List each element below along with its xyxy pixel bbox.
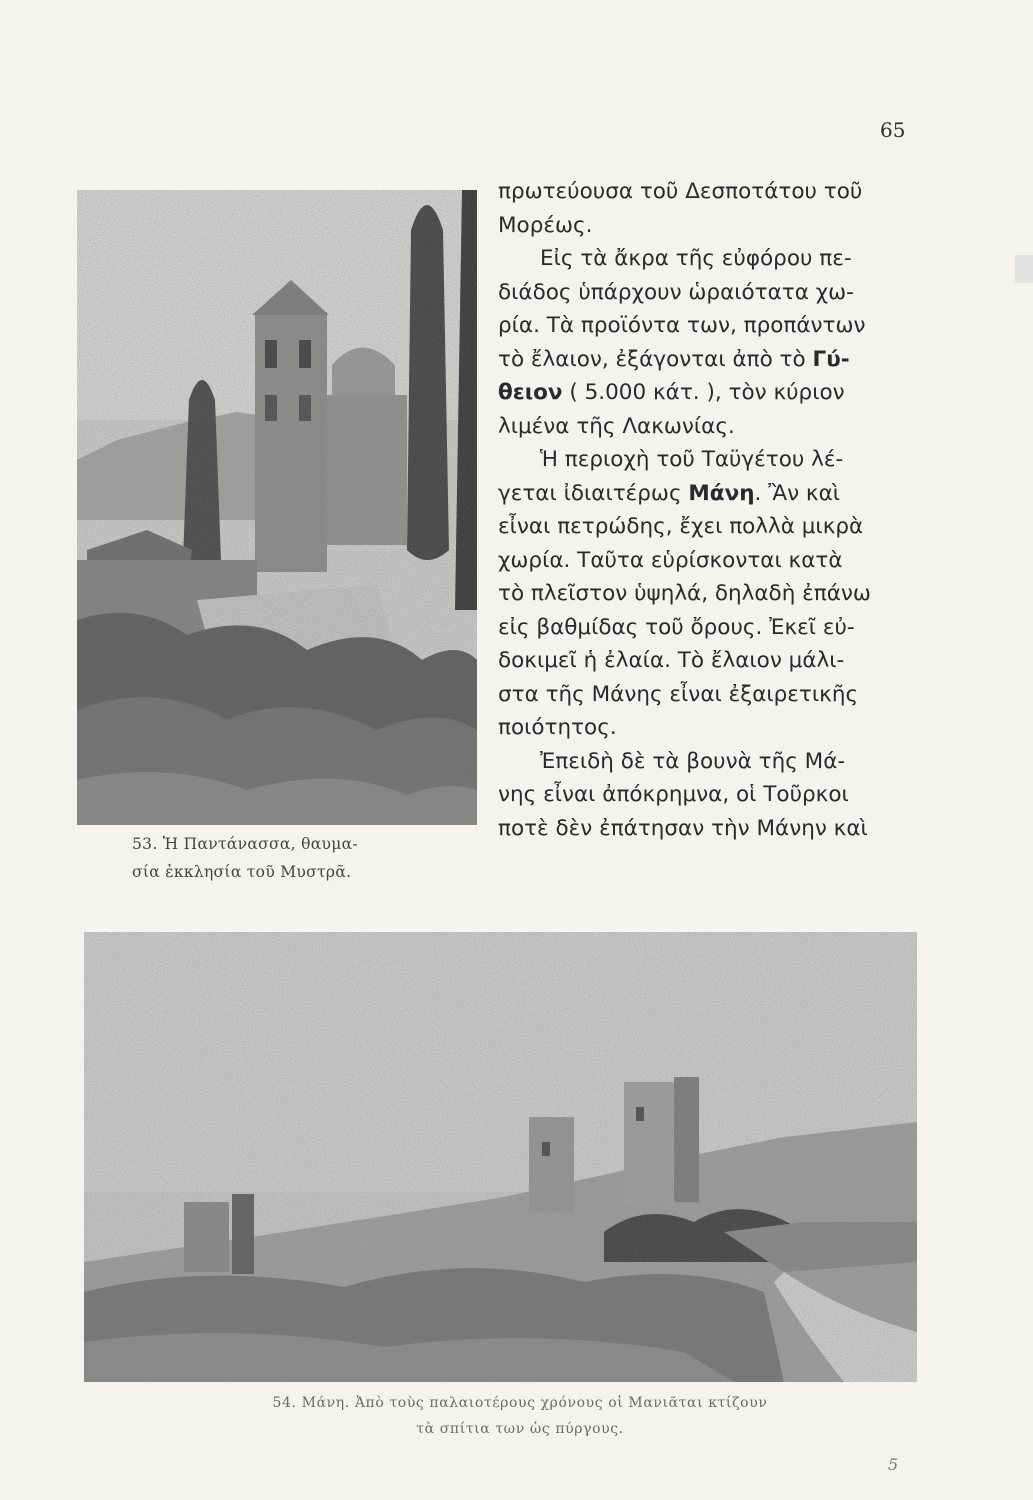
text-line: χωρία. Ταῦτα εὑρίσκονται κατὰ	[498, 547, 843, 573]
photo-pantanassa-church	[77, 190, 477, 825]
text-line: θειον ( 5.000 κάτ. ), τὸν κύριον	[498, 380, 845, 405]
signature-number: 5	[888, 1455, 899, 1474]
text-line: τὸ ἔλαιον, ἐξάγονται ἀπὸ τὸ Γύ-	[498, 346, 850, 372]
text-line: δοκιμεῖ ἡ ἐλαία. Τὸ ἔλαιον μάλι-	[498, 648, 845, 673]
text-line: Εἰς τὰ ἄκρα τῆς εὐφόρου πε-	[540, 246, 852, 271]
caption-line: τὰ σπίτια των ὡς πύργους.	[416, 1421, 624, 1437]
text-line: Μορέως.	[498, 212, 593, 238]
text-line: ποτὲ δὲν ἐπάτησαν τὴν Μάνην καὶ	[498, 815, 868, 841]
text-line: νης εἶναι ἀπόκρημνα, οἱ Τοῦρκοι	[498, 782, 849, 807]
text-line: ρία. Τὰ προϊόντα των, προπάντων	[498, 313, 866, 338]
text-line: ποιότητος.	[498, 715, 617, 740]
text-line: διάδος ὑπάρχουν ὡραιότατα χω-	[498, 279, 854, 305]
text-line: εἶναι πετρώδης, ἔχει πολλὰ μικρὰ	[498, 514, 864, 539]
body-text	[498, 175, 938, 845]
place-name-mani: Μάνη	[688, 480, 755, 506]
text-line: γεται ἰδιαιτέρως Μάνη. Ἂν καὶ	[498, 480, 841, 506]
caption-line: 53. Ἡ Παντάνασσα, θαυμα-	[132, 835, 358, 853]
page-number: 65	[880, 118, 906, 142]
text-line: τὸ πλεῖστον ὑψηλά, δηλαδὴ ἐπάνω	[498, 581, 871, 606]
photo-mani-towers	[84, 932, 917, 1382]
place-name-gytheion: Γύ-	[812, 346, 850, 372]
caption-figure-53	[132, 830, 452, 886]
text-line: εἰς βαθμίδας τοῦ ὄρους. Ἐκεῖ εὐ-	[498, 614, 855, 640]
text-line: λιμένα τῆς Λακωνίας.	[498, 413, 735, 439]
page-edge-mark	[1015, 255, 1033, 283]
caption-line: σία ἐκκλησία τοῦ Μυστρᾶ.	[132, 863, 352, 881]
caption-line: 54. Μάνη. Ἀπὸ τοὺς παλαιοτέρους χρόνους οἱ Μανιᾶται κτίζουν	[272, 1395, 768, 1411]
text-line: στα τῆς Μάνης εἶναι ἐξαιρετικῆς	[498, 681, 859, 707]
text-line: Ἐπειδὴ δὲ τὰ βουνὰ τῆς Μά-	[540, 748, 846, 774]
caption-figure-54	[140, 1390, 900, 1442]
text-line: πρωτεύουσα τοῦ Δεσποτάτου τοῦ	[498, 179, 863, 204]
place-name-gytheion: θειον	[498, 380, 563, 405]
text-line: Ἡ περιοχὴ τοῦ Ταϋγέτου λέ-	[540, 447, 844, 472]
